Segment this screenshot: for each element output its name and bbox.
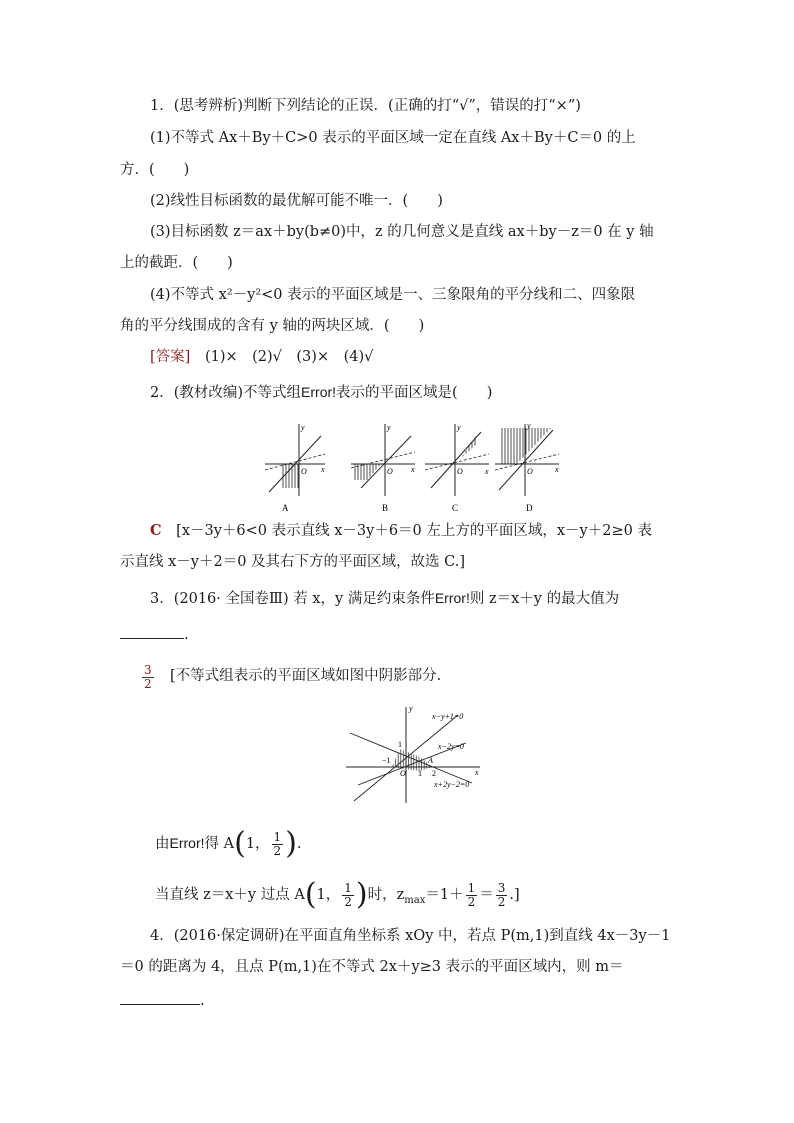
error-placeholder: Error! (301, 384, 337, 400)
q1-item1-line2: 方．( ) (120, 162, 190, 178)
answer-blank (120, 990, 200, 1005)
text-by: 由 (155, 836, 170, 852)
q3-answer-value (140, 664, 156, 691)
fraction-result (496, 882, 508, 909)
graph-option-c (425, 423, 489, 513)
origin-label: O (387, 467, 393, 476)
q4-answer-blank (120, 990, 205, 1011)
option-label-a: A (282, 503, 289, 513)
q2-solution-line2: 示直线 x－y＋2＝0 及其右下方的平面区域，故选 C.] (120, 554, 465, 570)
q1-stem: 1．(思考辨析)判断下列结论的正误．(正确的打“√”，错误的打“×”) (150, 98, 581, 114)
fraction-denominator: 2 (497, 894, 506, 909)
axis-y-label: y (409, 705, 413, 713)
q1-item3-line2: 上的截距．( ) (120, 255, 233, 271)
right-paren: ) (355, 877, 368, 912)
answer-label: [答案] (150, 349, 191, 365)
q1-answer (150, 347, 373, 367)
origin-label: O (457, 467, 463, 476)
text-equals: ＝ (479, 887, 494, 903)
q3-region-graph (340, 705, 490, 805)
fraction-point-y (272, 831, 284, 858)
axis-x-label: x (555, 465, 559, 474)
answer-text: (1)× (2)√ (3)× (4)√ (204, 349, 374, 365)
fraction-numerator: 3 (144, 663, 152, 677)
graph-option-a (265, 423, 325, 513)
q3-solution-intro: [不等式组表示的平面区域如图中阴影部分. (170, 668, 442, 684)
left-paren: ( (304, 877, 317, 912)
q2-option-graphs (255, 418, 575, 514)
tick-label-y1: 1 (398, 740, 402, 749)
text-end: .] (509, 887, 520, 903)
q2-solution-text-a: [x－3y＋6<0 表示直线 x－3y＋6＝0 左上方的平面区域，x－y＋2≥0 表 (176, 523, 652, 539)
q1-item1-line1: (1)不等式 Ax＋By＋C>0 表示的平面区域一定在直线 Ax＋By＋C＝0 的上 (150, 130, 636, 146)
left-paren: ( (234, 826, 246, 861)
q1-item2: (2)线性目标函数的最优解可能不唯一．( ) (150, 193, 443, 209)
q3-max-value-line (155, 877, 520, 916)
q2-stem-post: 表示的平面区域是( ) (336, 385, 493, 401)
tick-label-1: 1 (418, 769, 422, 778)
line-label-1: x−y+1=0 (432, 712, 464, 721)
q1-item4-line2: 角的平分线围成的含有 y 轴的两块区域．( ) (120, 318, 425, 334)
fraction-denominator: 2 (144, 677, 152, 691)
tick-label-neg1: −1 (382, 756, 391, 765)
line-label-3: x+2y−2=0 (434, 780, 470, 789)
q3-answer-blank (120, 624, 189, 645)
text-when-line: 当直线 z＝x＋y 过点 A (155, 887, 305, 903)
q2-stem (150, 382, 492, 403)
right-paren: ) (285, 826, 297, 861)
axis-x-label: x (411, 465, 415, 474)
blank-end: . (184, 627, 189, 643)
option-label-c: C (452, 503, 459, 513)
q2-solution-line1 (150, 521, 652, 541)
blank-end: . (200, 993, 205, 1009)
error-placeholder: Error! (434, 590, 470, 606)
option-label-d: D (526, 503, 533, 513)
text-end: . (296, 836, 302, 852)
fraction-numerator: 1 (467, 880, 476, 895)
q3-point-a-derivation (155, 828, 302, 859)
graph-option-b (351, 423, 415, 513)
axis-x-label: x (475, 768, 479, 777)
fraction-denominator: 2 (344, 894, 352, 909)
line-label-2: x−2y=0 (438, 742, 464, 751)
axis-y-label: y (301, 423, 305, 432)
text-get-a: 得 A (204, 836, 235, 852)
text-when-z: 时，z (367, 887, 405, 903)
graph-option-d (495, 421, 559, 513)
option-label-b: B (382, 503, 389, 513)
axis-y-label: y (387, 423, 391, 432)
fraction-denominator: 2 (273, 843, 282, 858)
point-x: 1， (316, 887, 341, 903)
q3-stem (150, 588, 619, 609)
origin-label: O (301, 467, 307, 476)
axis-y-label: y (457, 423, 461, 432)
origin-label: O (527, 467, 533, 476)
q4-line2: ＝0 的距离为 4，且点 P(m,1)在不等式 2x＋y≥3 表示的平面区域内，则 m＝ (120, 959, 624, 975)
subscript-max: max (404, 894, 426, 906)
q1-item3-line1: (3)目标函数 z＝ax＋by(b≠0)中，z 的几何意义是直线 ax＋by－z＝0 在 y 轴 (150, 224, 654, 240)
origin-label: O (400, 769, 406, 778)
q2-answer-letter: C (150, 522, 162, 539)
q2-stem-pre: 2．(教材改编)不等式组 (150, 385, 302, 401)
fraction-numerator: 1 (273, 829, 282, 844)
error-placeholder: Error! (169, 835, 205, 851)
point-a-label: A (428, 756, 433, 765)
fraction-numerator: 3 (497, 880, 506, 895)
fraction-numerator: 1 (344, 880, 352, 895)
fraction-denominator: 2 (467, 894, 476, 909)
fraction-point-y (342, 882, 354, 909)
q3-stem-post: 则 z＝x＋y 的最大值为 (469, 591, 620, 607)
fraction-half (466, 882, 478, 909)
point-x: 1， (245, 836, 270, 852)
q3-stem-pre: 3．(2016· 全国卷Ⅲ) 若 x，y 满足约束条件 (150, 591, 435, 607)
axis-y-label: y (527, 421, 531, 430)
answer-blank (120, 624, 184, 639)
axis-x-label: x (485, 467, 489, 476)
q1-item4-line1: (4)不等式 x²－y²<0 表示的平面区域是一、三象限角的平分线和二、四象限 (150, 287, 636, 303)
q4-line1: 4．(2016·保定调研)在平面直角坐标系 xOy 中，若点 P(m,1)到直线 4x－3y－1 (150, 928, 671, 944)
tick-label-2: 2 (432, 769, 436, 778)
text-equals-one-plus: ＝1＋ (425, 887, 464, 903)
fraction-answer (142, 664, 154, 691)
axis-x-label: x (321, 465, 325, 474)
